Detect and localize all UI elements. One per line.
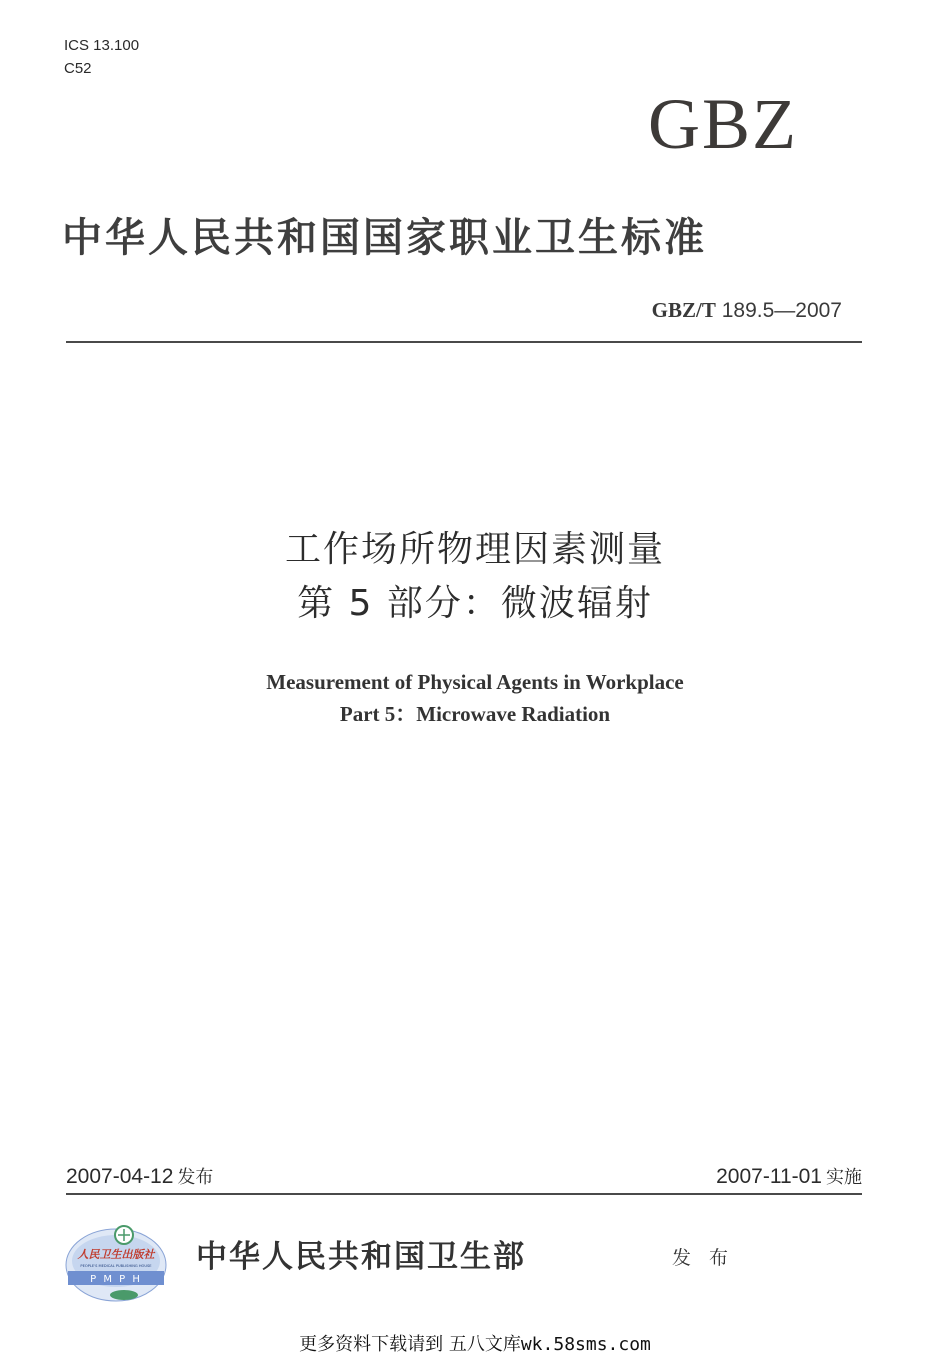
- effective-label: 实施: [826, 1167, 862, 1188]
- standard-code-number: 189.5—2007: [721, 299, 842, 322]
- footer-text: 更多资料下载请到 五八文库: [299, 1334, 521, 1355]
- bottom-divider: [66, 1193, 862, 1195]
- title-cn-line2: 第 5 部分：微波辐射: [297, 583, 653, 624]
- footer-link[interactable]: wk.58sms.com: [520, 1334, 651, 1355]
- issue-label: 发布: [177, 1167, 214, 1188]
- issuer-action: 发 布: [672, 1247, 735, 1269]
- publisher-logo: [64, 1223, 168, 1303]
- standard-title: 中华人民共和国国家职业卫生标准: [62, 215, 707, 261]
- classification-codes: [64, 34, 139, 80]
- effective-date: 2007-11-01: [716, 1165, 822, 1188]
- download-footer: [0, 1332, 950, 1358]
- standard-code-prefix: GBZ/T: [651, 298, 716, 322]
- effective-date-block: [716, 1163, 862, 1192]
- top-divider: [66, 341, 862, 343]
- issue-date-block: [66, 1163, 213, 1192]
- ics-code: ICS 13.100: [64, 37, 140, 54]
- issue-date: 2007-04-12: [66, 1165, 174, 1188]
- issuer-name: 中华人民共和国卫生部: [196, 1239, 526, 1275]
- title-cn-line1: 工作场所物理因素测量: [284, 529, 665, 570]
- logo-text-cn: 人民卫生出版社: [77, 1248, 155, 1261]
- standard-code: [652, 296, 842, 325]
- title-en-line1: Measurement of Physical Agents in Workplace: [266, 670, 684, 694]
- logo-abbr: P M P H: [90, 1274, 142, 1285]
- ccs-code: C52: [64, 60, 92, 77]
- series-mark: GBZ: [648, 84, 798, 164]
- title-en-line2: Part 5：Microwave Radiation: [339, 702, 611, 726]
- logo-text-en: PEOPLE'S MEDICAL PUBLISHING HOUSE: [80, 1264, 152, 1268]
